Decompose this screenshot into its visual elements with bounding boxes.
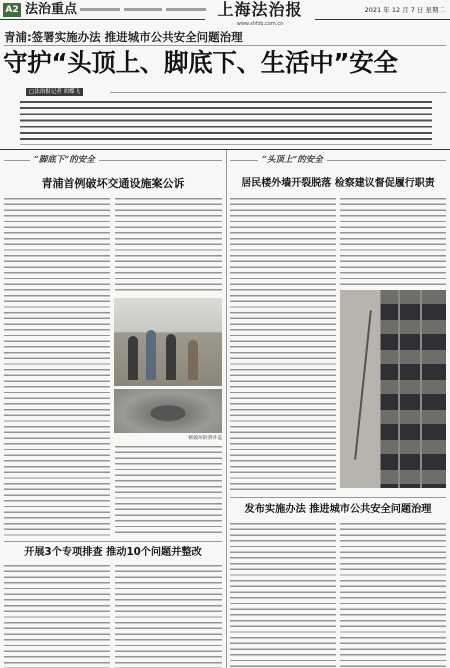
section-label-overhead: “头顶上”的安全: [258, 154, 327, 166]
header-rule: [315, 19, 450, 20]
kicker-rule: [4, 45, 446, 46]
article-title-special-checks: 开展3个专项排查 推动10个问题并整改: [24, 547, 202, 558]
person-figure: [188, 340, 198, 380]
article-title-measures: 发布实施办法 推进城市公共安全问题治理: [244, 504, 432, 515]
article-body: [115, 446, 222, 536]
article-body: [230, 523, 336, 668]
byline-rule: [110, 92, 446, 93]
photo-cracked-building: [340, 290, 446, 488]
headline: 守护“头顶上、脚底下、生活中”安全: [3, 48, 398, 77]
issue-date: 2021 年 12 月 7 日 星期二: [364, 6, 445, 14]
article-body: [115, 565, 222, 668]
person-figure: [146, 330, 156, 380]
article-body: [230, 198, 336, 490]
page-number-badge: A2: [3, 3, 21, 17]
editor-credit: [80, 8, 120, 11]
window-frame: [398, 290, 400, 488]
article-rule: [230, 497, 446, 498]
article-body: [115, 198, 222, 294]
section-title: 法治重点: [25, 2, 78, 17]
editor-credit: [124, 8, 162, 11]
wall-crack: [354, 310, 372, 459]
article-body: [4, 565, 110, 668]
section-label-underfoot: “脚底下”的安全: [30, 154, 99, 166]
website: www.shfzb.com.cn: [236, 21, 284, 27]
article-body: [340, 523, 446, 668]
kicker: 青浦:签署实施办法 推进城市公共安全问题治理: [4, 30, 243, 44]
article-rule: [4, 541, 222, 542]
article-body: [340, 198, 446, 286]
article-body: [4, 198, 110, 536]
masthead-logo: 上海法治报: [217, 0, 303, 19]
photo-people-at-scene: [114, 298, 222, 386]
person-figure: [166, 334, 176, 380]
person-figure: [128, 336, 138, 380]
photo-damaged-manhole: [114, 389, 222, 433]
article-title-traffic-case: 青浦首例破坏交通设施案公诉: [41, 177, 185, 190]
lead-paragraph: [20, 101, 432, 145]
window-frame: [420, 290, 422, 488]
column-divider: [226, 150, 227, 668]
byline: □法治报记者 胡蝶飞: [26, 88, 83, 96]
section-divider: [0, 149, 450, 150]
article-title-wall-crack: 居民楼外墙开裂脱落 检察建议督促履行职责: [241, 178, 435, 189]
editor-credit: [166, 8, 206, 11]
header-rule: [0, 19, 205, 20]
photo-caption: 被破坏的窨井盖: [188, 436, 222, 441]
